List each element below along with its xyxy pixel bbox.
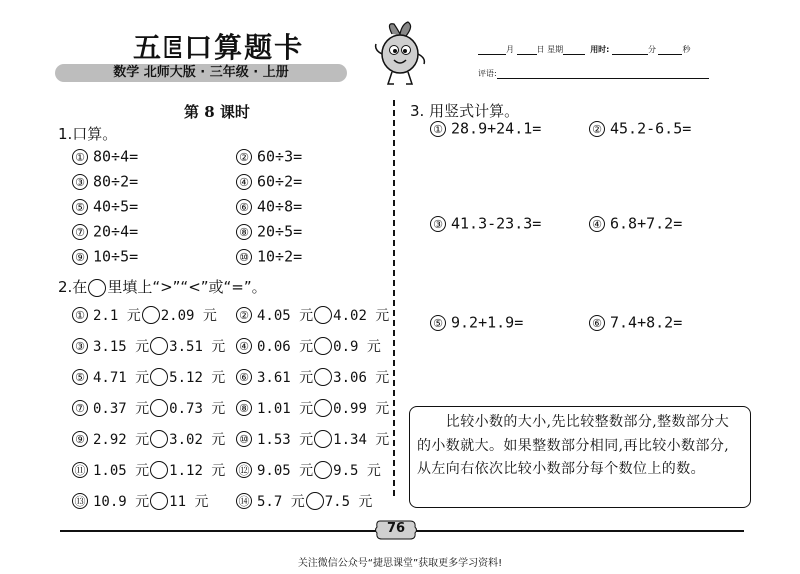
left-value: 9.05 元: [257, 463, 314, 479]
oral-calc-item: [236, 172, 302, 191]
item-number: ④: [236, 174, 252, 190]
item-number: ⑩: [236, 431, 252, 447]
oral-calc-item: [236, 197, 302, 216]
expression: 40÷8=: [257, 197, 303, 216]
compare-item: [236, 305, 389, 325]
card-title: [133, 26, 304, 66]
oral-calc-item: [236, 147, 302, 166]
right-value: 3.02 元: [169, 432, 226, 448]
compare-circle[interactable]: [314, 430, 332, 448]
item-number: ⑧: [236, 400, 252, 416]
oral-calc-item: [236, 222, 302, 241]
footer-text: 关注微信公众号“捷思课堂”获取更多学习资料!: [297, 558, 503, 569]
section1-title: 1.口算。: [58, 125, 118, 143]
item-number: ⑭: [236, 493, 252, 509]
vertical-calc-item: [589, 313, 682, 332]
compare-circle[interactable]: [314, 399, 332, 417]
oral-calc-item: [72, 222, 138, 241]
oral-calc-item: [72, 197, 138, 216]
vertical-calc-item: [430, 313, 523, 332]
compare-item: [72, 336, 225, 356]
left-value: 3.61 元: [257, 370, 314, 386]
item-number: ②: [589, 121, 605, 137]
left-value: 3.15 元: [93, 339, 150, 355]
expression: 80÷2=: [93, 172, 139, 191]
vertical-calc-item: [589, 119, 691, 138]
item-number: ①: [430, 121, 446, 137]
compare-item: [236, 367, 389, 387]
compare-item: [72, 491, 208, 511]
expression: 60÷3=: [257, 147, 303, 166]
comment-line: 评语:: [478, 68, 709, 79]
compare-item: [72, 398, 225, 418]
left-value: 1.01 元: [257, 401, 314, 417]
item-number: ③: [72, 174, 88, 190]
compare-item: [72, 460, 225, 480]
month-blank[interactable]: [478, 45, 506, 55]
compare-item: [236, 491, 372, 511]
expression: 9.2+1.9=: [451, 313, 524, 332]
expression: 80÷4=: [93, 147, 139, 166]
item-number: ⑥: [236, 199, 252, 215]
left-value: 1.05 元: [93, 463, 150, 479]
weekday-blank[interactable]: [563, 45, 585, 55]
item-number: ④: [236, 338, 252, 354]
item-number: ⑫: [236, 462, 252, 478]
expression: 20÷5=: [257, 222, 303, 241]
item-number: ⑥: [236, 369, 252, 385]
expression: 10÷5=: [93, 247, 139, 266]
compare-circle[interactable]: [142, 306, 160, 324]
compare-circle[interactable]: [150, 430, 168, 448]
compare-circle[interactable]: [150, 492, 168, 510]
left-value: 5.7 元: [257, 494, 305, 510]
title-part1: 五: [133, 31, 164, 64]
expression: 10÷2=: [257, 247, 303, 266]
item-number: ②: [236, 307, 252, 323]
right-value: 2.09 元: [160, 308, 217, 324]
item-number: ⑬: [72, 493, 88, 509]
comment-blank[interactable]: [497, 69, 709, 79]
expression: 7.4+8.2=: [610, 313, 683, 332]
item-number: ①: [72, 149, 88, 165]
vertical-calc-item: [589, 214, 682, 233]
left-value: 1.53 元: [257, 432, 314, 448]
oral-calc-item: [72, 247, 138, 266]
left-value: 4.71 元: [93, 370, 150, 386]
item-number: ⑧: [236, 224, 252, 240]
compare-item: [236, 429, 389, 449]
compare-item: [72, 429, 225, 449]
right-value: 11 元: [169, 494, 209, 510]
day-blank[interactable]: [517, 45, 537, 55]
title-e-logo: E: [163, 31, 185, 64]
right-value: 7.5 元: [324, 494, 373, 510]
compare-item: [236, 460, 381, 480]
oral-calc-item: [72, 172, 138, 191]
item-number: ⑦: [72, 400, 88, 416]
blank-circle-icon: [88, 279, 106, 297]
left-value: 0.06 元: [257, 339, 314, 355]
item-number: ④: [589, 216, 605, 232]
expression: 41.3-23.3=: [451, 214, 542, 233]
item-number: ⑨: [72, 431, 88, 447]
item-number: ②: [236, 149, 252, 165]
date-time-line: 月 日 星期 用时: 分 秒: [478, 44, 690, 55]
vertical-calc-item: [430, 119, 541, 138]
column-divider: [393, 100, 395, 496]
expression: 20÷4=: [93, 222, 139, 241]
left-value: 2.92 元: [93, 432, 150, 448]
minutes-blank[interactable]: [612, 45, 648, 55]
left-value: 2.1 元: [93, 308, 141, 324]
lesson-title: 第 8 课时: [184, 103, 250, 121]
right-value: 9.5 元: [333, 463, 381, 479]
compare-item: [236, 336, 381, 356]
section2-title: 2.在 里填上“>”“<”或“=”。: [58, 278, 267, 296]
compare-circle[interactable]: [150, 368, 168, 386]
left-value: 0.37 元: [93, 401, 150, 417]
item-number: ①: [72, 307, 88, 323]
seconds-blank[interactable]: [658, 45, 682, 55]
item-number: ③: [72, 338, 88, 354]
expression: 40÷5=: [93, 197, 139, 216]
expression: 60÷2=: [257, 172, 303, 191]
item-number: ⑥: [589, 315, 605, 331]
compare-circle[interactable]: [314, 337, 332, 355]
compare-circle[interactable]: [150, 337, 168, 355]
compare-circle[interactable]: [314, 461, 332, 479]
item-number: ③: [430, 216, 446, 232]
compare-item: [72, 305, 217, 325]
compare-item: [72, 367, 225, 387]
expression: 28.9+24.1=: [451, 119, 542, 138]
expression: 6.8+7.2=: [610, 214, 683, 233]
compare-item: [236, 398, 389, 418]
left-value: 10.9 元: [93, 494, 150, 510]
compare-circle[interactable]: [150, 461, 168, 479]
tip-text: 比较小数的大小,先比较整数部分,整数部分大的小数就大。如果整数部分相同,再比较小数部分,从左向右依次比较小数部分每个数位上的数。: [417, 414, 730, 477]
right-value: 0.99 元: [333, 401, 390, 417]
expression: 45.2-6.5=: [610, 119, 692, 138]
right-value: 0.9 元: [333, 339, 381, 355]
compare-circle[interactable]: [150, 399, 168, 417]
item-number: ⑤: [72, 199, 88, 215]
oral-calc-item: [72, 147, 138, 166]
item-number: ⑨: [72, 249, 88, 265]
right-value: 4.02 元: [333, 308, 390, 324]
right-value: 3.51 元: [169, 339, 226, 355]
right-value: 3.06 元: [333, 370, 390, 386]
vertical-calc-item: [430, 214, 541, 233]
section3-title: 3. 用竖式计算。: [410, 102, 520, 120]
subtitle-bar: 数学 北师大版 · 三年级 · 上册: [55, 64, 347, 82]
page-number: 76: [386, 521, 406, 536]
right-value: 1.34 元: [333, 432, 390, 448]
mascot-icon: [372, 20, 428, 88]
left-value: 4.05 元: [257, 308, 314, 324]
right-value: 1.12 元: [169, 463, 226, 479]
oral-calc-item: [236, 247, 302, 266]
item-number: ⑩: [236, 249, 252, 265]
compare-circle[interactable]: [306, 492, 324, 510]
item-number: ⑤: [72, 369, 88, 385]
item-number: ⑤: [430, 315, 446, 331]
compare-circle[interactable]: [314, 306, 332, 324]
right-value: 5.12 元: [169, 370, 226, 386]
title-part2: 口算题卡: [184, 31, 305, 64]
right-value: 0.73 元: [169, 401, 226, 417]
item-number: ⑦: [72, 224, 88, 240]
item-number: ⑪: [72, 462, 88, 478]
compare-circle[interactable]: [314, 368, 332, 386]
